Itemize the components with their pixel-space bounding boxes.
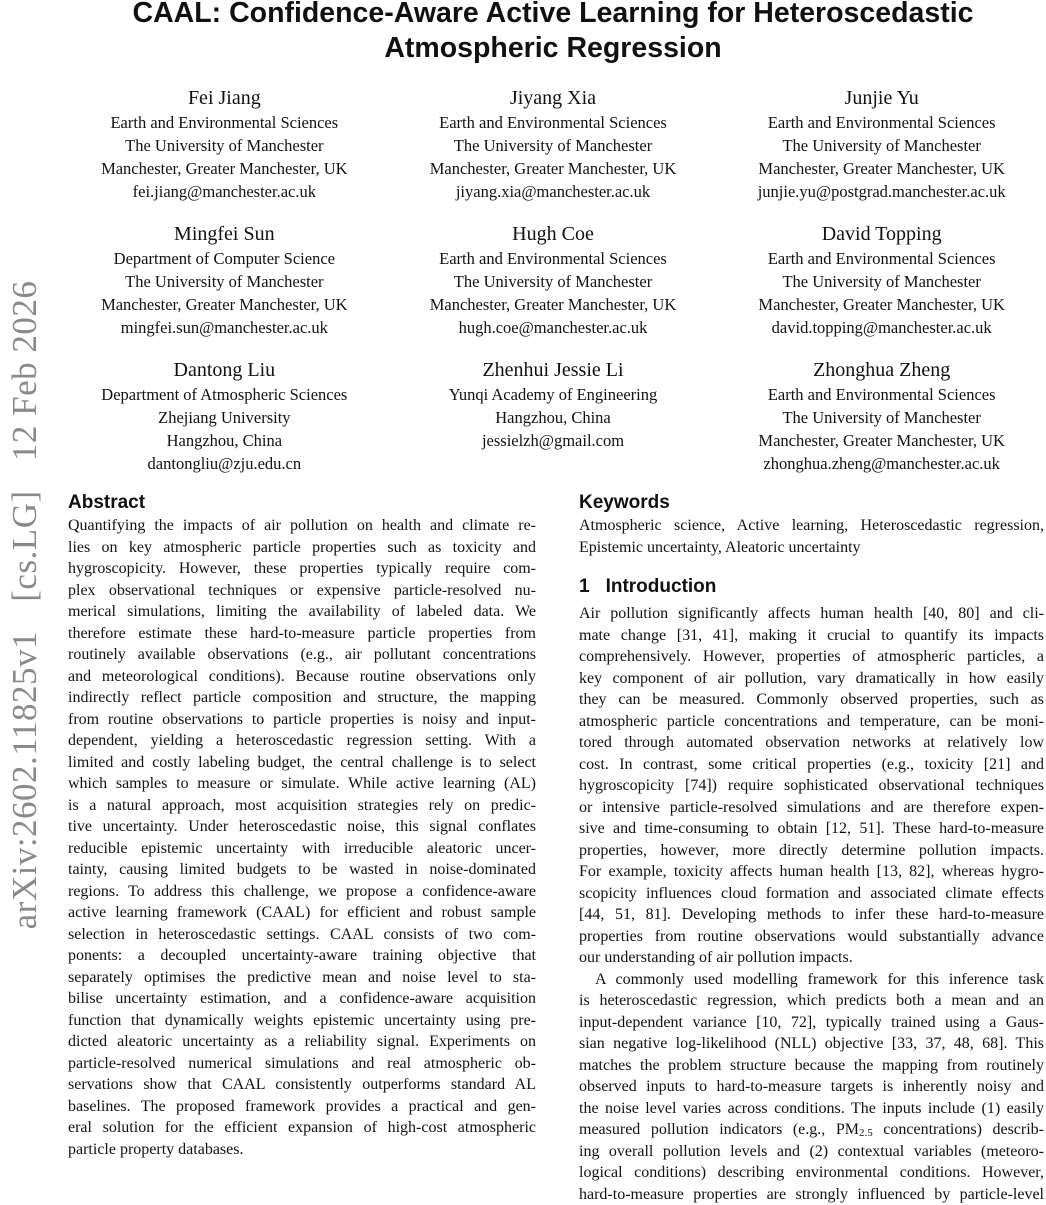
text-line: tored through automated observation networks at relatively low: [579, 732, 1044, 754]
text-line: [44, 51, 81]. Developing methods to infer these hard-to-measure: [579, 904, 1044, 926]
author-dept: Earth and Environmental Sciences: [60, 111, 389, 134]
keywords-text: [579, 515, 1044, 558]
author-name: Jiyang Xia: [389, 86, 718, 111]
paragraph: [579, 969, 1044, 1205]
author-row: [60, 86, 1046, 222]
text-line: Atmospheric science, Active learning, Heteroscedastic regression,: [579, 515, 1044, 537]
text-line: A commonly used modelling framework for this inference task: [579, 969, 1044, 991]
author-inst: The University of Manchester: [389, 134, 718, 157]
author-name: Zhonghua Zheng: [717, 358, 1046, 383]
author-name: David Topping: [717, 222, 1046, 247]
arxiv-id: arXiv:2602.11825v1: [5, 631, 44, 929]
author-loc: Manchester, Greater Manchester, UK: [717, 429, 1046, 452]
author-email: fei.jiang@manchester.ac.uk: [60, 180, 389, 203]
author-loc: Manchester, Greater Manchester, UK: [389, 293, 718, 316]
author-block: [717, 358, 1046, 494]
text-line: limited and costly labeling budget, the central challenge is to select: [68, 752, 536, 774]
text-line: they can be measured. Commonly observed properties, such as: [579, 689, 1044, 711]
text-line: measured pollution indicators (e.g., $PM_{2.5}$ concentrations) describ-: [579, 1119, 1044, 1141]
author-email: mingfei.sun@manchester.ac.uk: [60, 316, 389, 339]
author-dept: Earth and Environmental Sciences: [717, 383, 1046, 406]
text-line: matches the problem structure because the mapping from routinely: [579, 1055, 1044, 1077]
text-line: baselines. The proposed framework provides a practical and gen-: [68, 1096, 536, 1118]
author-dept: Earth and Environmental Sciences: [389, 247, 718, 270]
author-loc: Manchester, Greater Manchester, UK: [60, 157, 389, 180]
text-line: sian negative log-likelihood (NLL) objective [33, 37, 48, 68]. This: [579, 1033, 1044, 1055]
author-list: [60, 86, 1046, 494]
author-inst: The University of Manchester: [60, 270, 389, 293]
abstract-heading: Abstract: [68, 491, 536, 515]
author-loc: jessielzh@gmail.com: [389, 429, 718, 452]
text-line: sive and time-consuming to obtain [12, 51]. These hard-to-measure: [579, 818, 1044, 840]
introduction-heading: [579, 575, 1044, 599]
text-line: comprehensively. However, properties of atmospheric particles, a: [579, 646, 1044, 668]
author-email: david.topping@manchester.ac.uk: [717, 316, 1046, 339]
text-line: eral solution for the efficient expansion of high-cost atmospheric: [68, 1117, 536, 1139]
text-line: indirectly reflect particle composition and structure, the mapping: [68, 687, 536, 709]
arxiv-date: 12 Feb 2026: [5, 281, 44, 462]
author-email: junjie.yu@postgrad.manchester.ac.uk: [717, 180, 1046, 203]
text-line: active learning framework (CAAL) for efficient and robust sample: [68, 902, 536, 924]
text-line: particle property databases.: [68, 1139, 536, 1161]
text-line: regions. To address this challenge, we propose a confidence-aware: [68, 881, 536, 903]
text-line: hard-to-measure properties are strongly influenced by particle-level: [579, 1184, 1044, 1205]
text-line: properties, however, more directly determine pollution impacts.: [579, 840, 1044, 862]
author-block: [389, 86, 718, 222]
text-line: plex observational techniques or expensive particle-resolved nu-: [68, 580, 536, 602]
text-line: tive uncertainty. Under heteroscedastic noise, this signal conflates: [68, 816, 536, 838]
text-line: merical simulations, limiting the availability of labeled data. We: [68, 601, 536, 623]
text-line: or intensive particle-resolved simulations and are therefore expen-: [579, 797, 1044, 819]
section-number: 1: [579, 576, 590, 597]
text-line: from routine observations to particle properties is noisy and input-: [68, 709, 536, 731]
author-block: [717, 86, 1046, 222]
text-line: our understanding of air pollution impacts.: [579, 947, 1044, 969]
text-line: is heteroscedastic regression, which predicts both a mean and an: [579, 990, 1044, 1012]
author-inst: The University of Manchester: [717, 406, 1046, 429]
text-line: hygroscopicity [74]) require sophisticated observational techniques: [579, 775, 1044, 797]
text-line: reducible epistemic uncertainty with irreducible aleatoric uncer-: [68, 838, 536, 860]
text-line: selection in heteroscedastic settings. CAAL consists of two com-: [68, 924, 536, 946]
text-line: Epistemic uncertainty, Aleatoric uncertainty: [579, 537, 1044, 559]
text-line: observed inputs to hard-to-measure targets is inherently noisy and: [579, 1076, 1044, 1098]
text-line: mate change [31, 41], making it crucial to quantify its impacts: [579, 625, 1044, 647]
right-column: [579, 491, 1044, 1205]
arxiv-category: [cs.LG]: [5, 490, 44, 601]
author-block: [717, 222, 1046, 358]
text-line: the noise level varies across conditions. The inputs include (1) easily: [579, 1098, 1044, 1120]
paper-title: [60, 0, 1046, 66]
text-line: tainty, causing limited budgets to be wasted in noise-dominated: [68, 859, 536, 881]
author-row: [60, 358, 1046, 494]
left-column: [68, 491, 536, 1160]
text-line: dicted aleatoric uncertainty as a reliability signal. Experiments on: [68, 1031, 536, 1053]
text-line: function that dynamically weights epistemic uncertainty using pre-: [68, 1010, 536, 1032]
section-title: Introduction: [606, 576, 717, 597]
title-line: Atmospheric Regression: [60, 31, 1046, 66]
author-name: Mingfei Sun: [60, 222, 389, 247]
author-inst: The University of Manchester: [60, 134, 389, 157]
author-dept: Yunqi Academy of Engineering: [389, 383, 718, 406]
author-block: [389, 358, 718, 494]
text-line: dependent, yielding a heteroscedastic regression setting. With a: [68, 730, 536, 752]
author-email: dantongliu@zju.edu.cn: [60, 452, 389, 475]
author-block: [60, 358, 389, 494]
text-line: input-dependent variance [10, 72], typically trained using a Gaus-: [579, 1012, 1044, 1034]
author-dept: Earth and Environmental Sciences: [389, 111, 718, 134]
text-line: bilise uncertainty estimation, and a confidence-aware acquisition: [68, 988, 536, 1010]
text-line: and meteorological conditions). Because routine observations only: [68, 666, 536, 688]
text-line: which samples to measure or simulate. While active learning (AL): [68, 773, 536, 795]
author-name: Fei Jiang: [60, 86, 389, 111]
arxiv-identifier: [5, 271, 45, 940]
text-line: ponents: a decoupled uncertainty-aware training objective that: [68, 945, 536, 967]
title-line: CAAL: Confidence-Aware Active Learning for Heteroscedastic: [60, 0, 1046, 31]
text-line: is a natural approach, most acquisition strategies rely on predic-: [68, 795, 536, 817]
author-inst: Hangzhou, China: [389, 406, 718, 429]
text-line: key component of air pollution, vary dramatically in how easily: [579, 668, 1044, 690]
author-name: Junjie Yu: [717, 86, 1046, 111]
paragraph: [579, 603, 1044, 969]
author-email: zhonghua.zheng@manchester.ac.uk: [717, 452, 1046, 475]
author-dept: Department of Atmospheric Sciences: [60, 383, 389, 406]
introduction-text: [579, 603, 1044, 1205]
text-line: scopicity influences cloud formation and associated climate effects: [579, 883, 1044, 905]
abstract-text: [68, 515, 536, 1160]
text-line: ing overall pollution levels and (2) contextual variables (meteoro-: [579, 1141, 1044, 1163]
author-name: Dantong Liu: [60, 358, 389, 383]
text-line: logical conditions) describing environmental conditions. However,: [579, 1162, 1044, 1184]
author-email: jiyang.xia@manchester.ac.uk: [389, 180, 718, 203]
author-email: hugh.coe@manchester.ac.uk: [389, 316, 718, 339]
text-line: cost. In contrast, some critical properties (e.g., toxicity [21] and: [579, 754, 1044, 776]
author-name: Zhenhui Jessie Li: [389, 358, 718, 383]
author-dept: Earth and Environmental Sciences: [717, 247, 1046, 270]
text-line: Air pollution significantly affects human health [40, 80] and cli-: [579, 603, 1044, 625]
author-dept: Department of Computer Science: [60, 247, 389, 270]
text-line: therefore estimate these hard-to-measure particle properties from: [68, 623, 536, 645]
author-loc: Manchester, Greater Manchester, UK: [60, 293, 389, 316]
author-loc: Manchester, Greater Manchester, UK: [389, 157, 718, 180]
text-line: lies on key atmospheric particle properties such as toxicity and: [68, 537, 536, 559]
keywords-heading: Keywords: [579, 491, 1044, 515]
author-inst: The University of Manchester: [389, 270, 718, 293]
author-row: [60, 222, 1046, 358]
text-line: atmospheric particle concentrations and temperature, can be moni-: [579, 711, 1044, 733]
author-loc: Manchester, Greater Manchester, UK: [717, 293, 1046, 316]
author-inst: The University of Manchester: [717, 134, 1046, 157]
text-line: separately optimises the predictive mean and noise level to sta-: [68, 967, 536, 989]
author-inst: Zhejiang University: [60, 406, 389, 429]
text-line: servations show that CAAL consistently outperforms standard AL: [68, 1074, 536, 1096]
author-inst: The University of Manchester: [717, 270, 1046, 293]
text-line: particle-resolved numerical simulations and real atmospheric ob-: [68, 1053, 536, 1075]
author-block: [60, 86, 389, 222]
text-line: properties from routine observations would substantially advance: [579, 926, 1044, 948]
author-loc: Hangzhou, China: [60, 429, 389, 452]
author-dept: Earth and Environmental Sciences: [717, 111, 1046, 134]
author-block: [60, 222, 389, 358]
text-line: routinely available observations (e.g., air pollutant concentrations: [68, 644, 536, 666]
author-loc: Manchester, Greater Manchester, UK: [717, 157, 1046, 180]
text-line: For example, toxicity affects human health [13, 82], whereas hygro-: [579, 861, 1044, 883]
author-block: [389, 222, 718, 358]
text-line: hygroscopicity. However, these properties typically require com-: [68, 558, 536, 580]
text-line: Quantifying the impacts of air pollution on health and climate re-: [68, 515, 536, 537]
author-name: Hugh Coe: [389, 222, 718, 247]
